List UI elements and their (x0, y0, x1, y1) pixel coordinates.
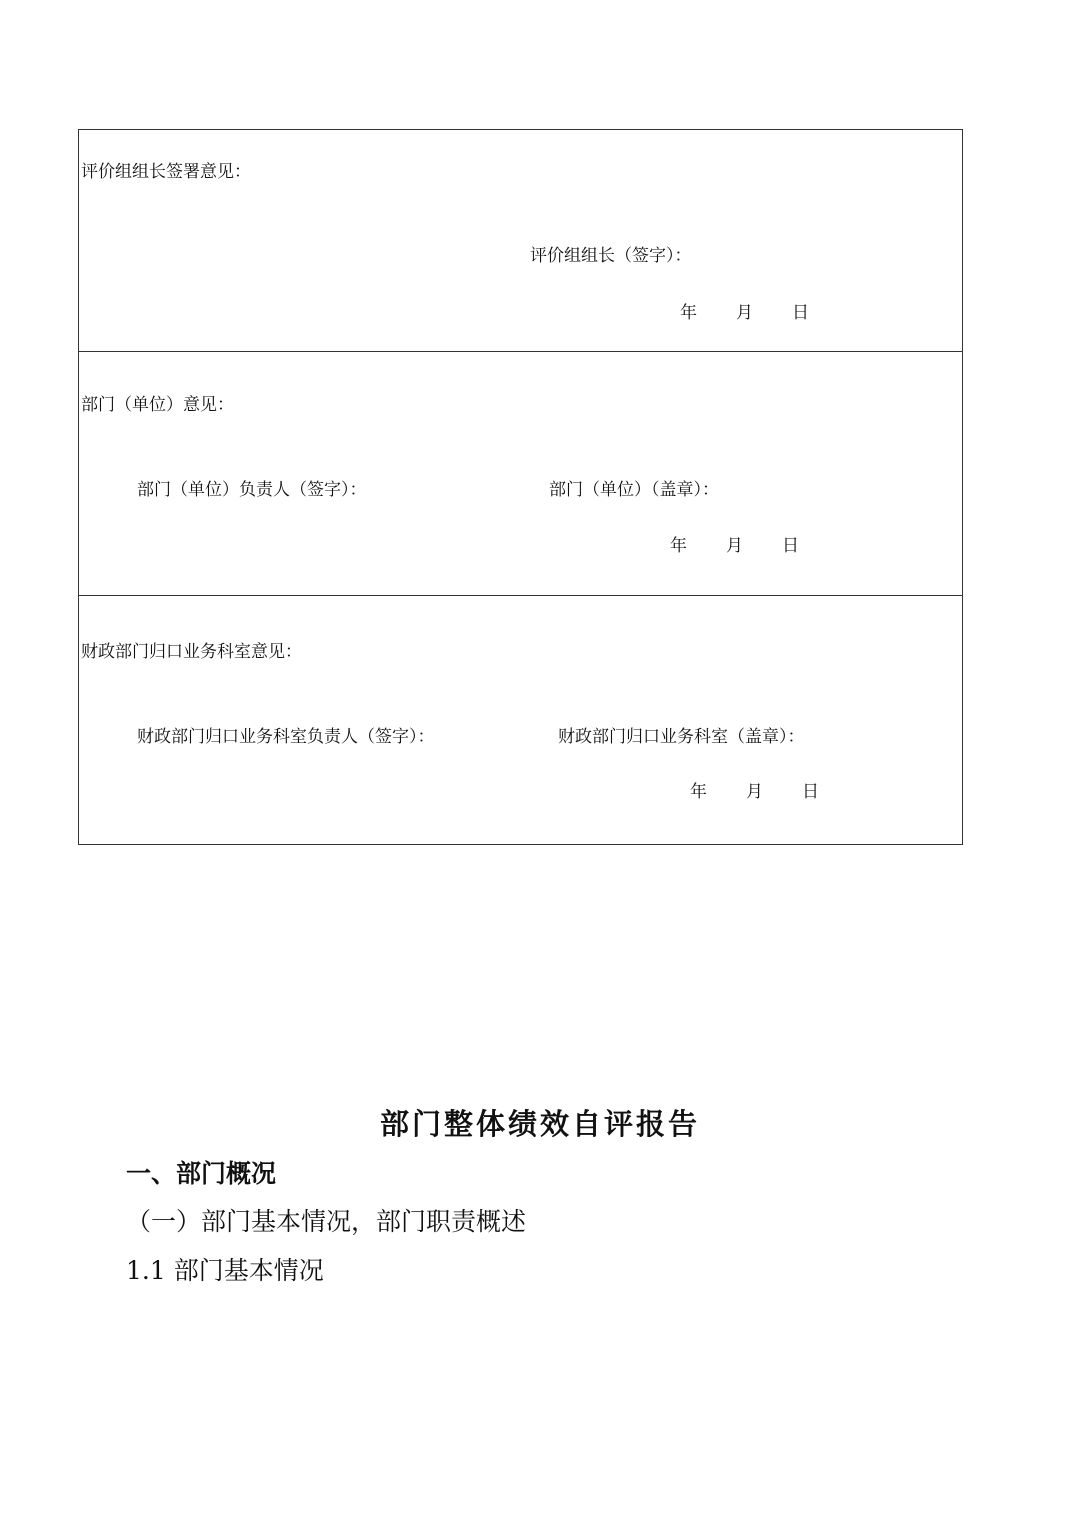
subsection-heading-basic-info: （一）部门基本情况，部门职责概述 (126, 1207, 527, 1236)
signature-table (78, 129, 963, 845)
finance-date-year: 年 (690, 782, 707, 802)
leader-date-month: 月 (736, 303, 753, 323)
finance-seal-label: 财政部门归口业务科室（盖章）： (558, 727, 805, 747)
department-date-day: 日 (782, 536, 799, 556)
finance-opinion-heading: 财政部门归口业务科室意见： (81, 642, 302, 662)
report-title: 部门整体绩效自评报告 (379, 1107, 700, 1141)
department-date-month: 月 (726, 536, 743, 556)
finance-head-signature-label: 财政部门归口业务科室负责人（签字）： (137, 727, 435, 747)
department-head-signature-label: 部门（单位）负责人（签字）： (137, 480, 367, 500)
department-opinion-heading: 部门（单位）意见： (81, 395, 234, 415)
leader-date-year: 年 (680, 303, 697, 323)
department-seal-label: 部门（单位）（盖章）： (549, 480, 719, 500)
leader-signature-label: 评价组组长（签字）： (530, 246, 692, 266)
section-heading-department-overview: 一、部门概况 (126, 1159, 277, 1188)
department-date-year: 年 (670, 536, 687, 556)
leader-date-day: 日 (792, 303, 809, 323)
department-opinion-row (79, 352, 962, 596)
finance-opinion-row (79, 596, 962, 846)
finance-date-month: 月 (746, 782, 763, 802)
leader-opinion-row (79, 130, 962, 352)
subsection-heading-1-1: 1.1 部门基本情况 (126, 1256, 324, 1285)
leader-opinion-heading: 评价组组长签署意见： (81, 162, 251, 182)
finance-date-day: 日 (802, 782, 819, 802)
